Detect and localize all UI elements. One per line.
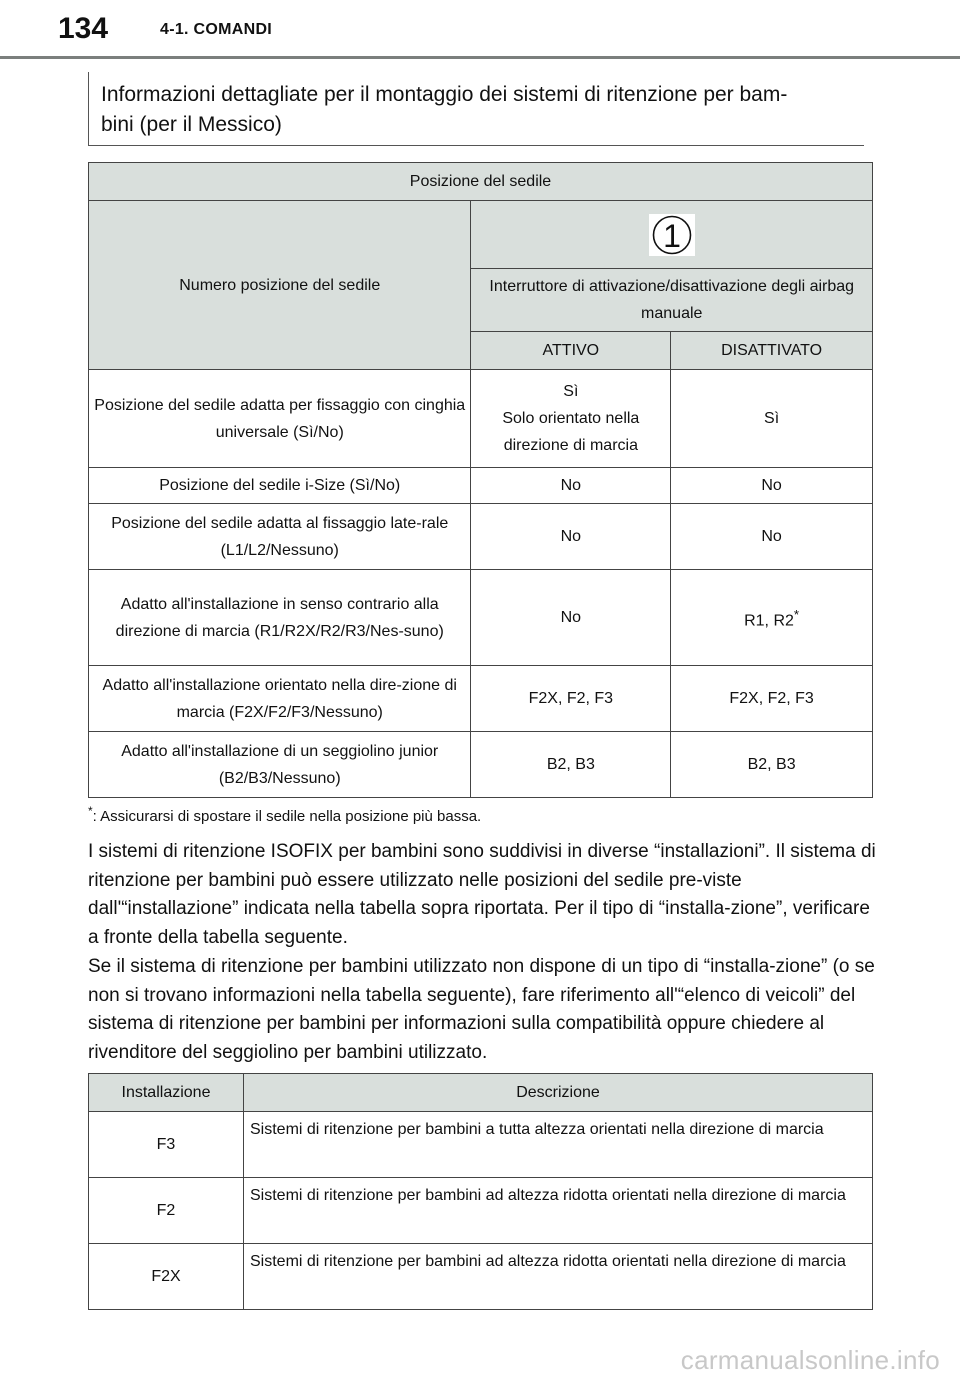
row-on-value: No: [471, 504, 671, 570]
col-off-header: DISATTIVATO: [671, 332, 873, 370]
row-on-cell: [471, 370, 671, 468]
table-row: [89, 370, 873, 468]
row-on-value: F2X, F2, F3: [471, 666, 671, 732]
row-label: Adatto all'installazione in senso contrario alla direzione di marcia (R1/R2X/R2/R3/Nes-suno): [89, 570, 471, 666]
footnote: [88, 804, 481, 825]
row-label: Posizione del sedile adatta al fissaggio late-rale (L1/L2/Nessuno): [89, 504, 471, 570]
seat-icon-cell: [471, 201, 873, 269]
row-off-value: F2X, F2, F3: [671, 666, 873, 732]
body-paragraph-1: I sistemi di ritenzione ISOFIX per bambini sono suddivisi in diverse “installazioni”. Il sistema di ritenzione per bambini può essere utilizzato nelle posizioni del sedile pre-viste dall'“installazione” indicata nella tabella sopra riportata. Per il tipo di “installa-zione”, verificare a fronte della tabella seguente.: [88, 841, 876, 949]
table-row: [89, 1178, 873, 1244]
row-label: Posizione del sedile i-Size (Sì/No): [89, 468, 471, 504]
row-label: Adatto all'installazione orientato nella dire-zione di marcia (F2X/F2/F3/Nessuno): [89, 666, 471, 732]
table-row: [89, 504, 873, 570]
row-off-value: B2, B3: [671, 732, 873, 798]
row-on-value: No: [471, 468, 671, 504]
footnote-mark: *: [793, 606, 800, 622]
table-row: [89, 666, 873, 732]
row-off-cell: [671, 570, 873, 666]
table-row: [89, 1112, 873, 1178]
installation-code: F2: [89, 1178, 244, 1244]
row-off-value: No: [671, 468, 873, 504]
installation-code: F2X: [89, 1244, 244, 1310]
seat-position-header: Posizione del sedile: [89, 163, 873, 201]
box-title-line-1: Informazioni dettagliate per il montaggio dei sistemi di ritenzione per bam-: [101, 83, 788, 106]
row-label: Posizione del sedile adatta per fissaggio con cinghia universale (Sì/No): [89, 370, 471, 468]
section-title: 4-1. COMANDI: [160, 21, 273, 38]
col-on-header: ATTIVO: [471, 332, 671, 370]
box-title-line-2: bini (per il Messico): [101, 113, 282, 136]
row-off-value: Sì: [671, 370, 873, 468]
row-on-value: No: [471, 570, 671, 666]
watermark: carmanualsonline.info: [680, 1345, 940, 1375]
table-row: [89, 732, 873, 798]
installation-code: F3: [89, 1112, 244, 1178]
body-text: [88, 838, 878, 1068]
body-paragraph-2: Se il sistema di ritenzione per bambini utilizzato non dispone di un tipo di “installa-zione” (o se non si trovano informazioni nella tabella seguente), fare riferimento all'“elenco di veicoli” del sistema di ritenzione per bambini per informazioni sulla compatibilità oppure chiedere al rivenditore del seggiolino per bambini utilizzato.: [88, 955, 875, 1063]
header-divider: [0, 56, 960, 59]
installation-header: Installazione: [89, 1074, 244, 1112]
box-title: [88, 72, 864, 146]
table-row: [89, 570, 873, 666]
installation-desc: Sistemi di ritenzione per bambini ad altezza ridotta orientati nella direzione di marcia: [244, 1244, 873, 1310]
seat-1-icon: [649, 214, 695, 256]
description-header: Descrizione: [244, 1074, 873, 1112]
seat-compatibility-table: [88, 162, 873, 798]
row-label: Adatto all'installazione di un seggiolino junior (B2/B3/Nessuno): [89, 732, 471, 798]
installation-desc: Sistemi di ritenzione per bambini a tutta altezza orientati nella direzione di marcia: [244, 1112, 873, 1178]
installation-table: [88, 1073, 873, 1310]
footnote-mark: *: [88, 804, 93, 818]
page-number: 134: [58, 12, 109, 45]
row-off-value: R1, R2: [744, 612, 794, 630]
airbag-switch-header: Interruttore di attivazione/disattivazione degli airbag manuale: [471, 269, 873, 332]
seat-number-label: Numero posizione del sedile: [89, 201, 471, 370]
row-on-note: Solo orientato nella direzione di marcia: [502, 410, 640, 454]
row-on-value: Sì: [563, 383, 579, 400]
row-off-value: No: [671, 504, 873, 570]
installation-desc: Sistemi di ritenzione per bambini ad altezza ridotta orientati nella direzione di marcia: [244, 1178, 873, 1244]
table-row: [89, 1244, 873, 1310]
page-header: [0, 0, 960, 60]
seat-icon-number: 1: [662, 217, 681, 254]
table-row: [89, 468, 873, 504]
footnote-text: : Assicurarsi di spostare il sedile nella posizione più bassa.: [92, 808, 482, 825]
row-on-value: B2, B3: [471, 732, 671, 798]
